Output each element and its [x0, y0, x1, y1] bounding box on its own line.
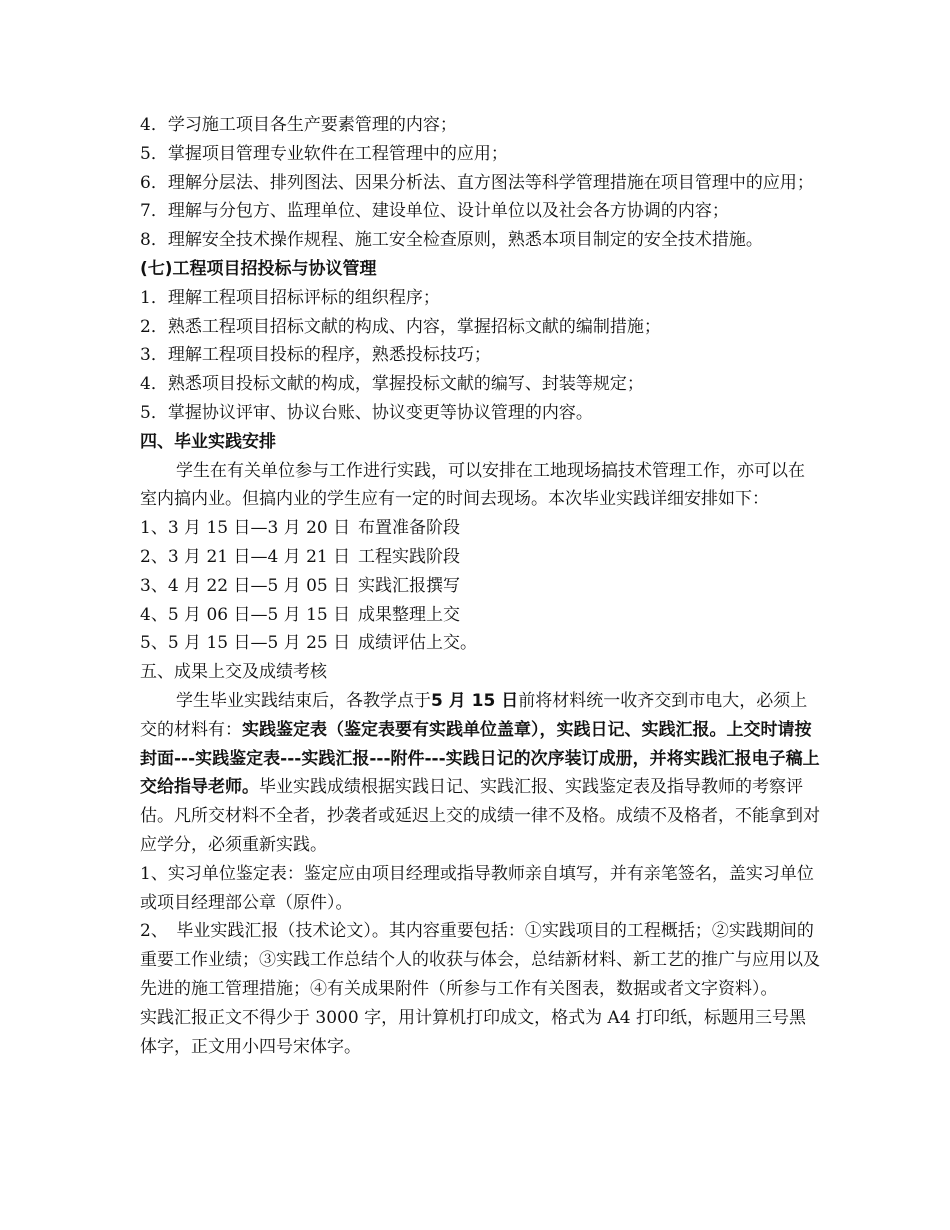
paragraph: 2、 毕业实践汇报（技术论文）。其内容重要包括：①实践项目的工程概括；②实践期间的重要工作业绩；③实践工作总结个人的收获与体会，总结新材料、新工艺的推广与应用以及先进的施工管理措施；④有关成果附件（所参与工作有关图表，数据或者文字资料）。 — [140, 921, 820, 999]
text-run: 学生毕业实践结束后，各教学点于 — [176, 690, 431, 711]
document-body — [140, 111, 820, 1061]
required-materials: 实践鉴定表（鉴定表要有实践单位盖章），实践日记、实践汇报。上交时请按封面---实践鉴定表---实践汇报---附件---实践日记的次序装订成册，并将实践汇报电子稿上交给指导老师。 — [140, 719, 820, 798]
list-item: 5．掌握协议评审、协议台账、协议变更等协议管理的内容。 — [140, 402, 593, 423]
list-item: 4．学习施工项目各生产要素管理的内容； — [140, 115, 457, 135]
schedule-item — [140, 514, 820, 543]
list-item: 6．理解分层法、排列图法、因果分析法、直方图法等科学管理措施在项目管理中的应用； — [140, 172, 814, 193]
schedule-item — [140, 601, 820, 630]
schedule-task: 成绩评估上交。 — [358, 633, 477, 654]
paragraph: 1、实习单位鉴定表：鉴定应由项目经理或指导教师亲自填写，并有亲笔签名，盖实习单位或项目经理部公章（原件）。 — [140, 863, 814, 913]
section-heading-7: (七)工程项目招投标与协议管理 — [140, 258, 377, 279]
schedule-item — [140, 572, 820, 601]
deadline-date: 5 月 15 日 — [431, 690, 519, 711]
paragraph — [140, 687, 820, 860]
list-item: 3．理解工程项目投标的程序，熟悉投标技巧； — [140, 345, 491, 366]
schedule-date: 2、3 月 21 日—4 月 21 日 — [140, 546, 351, 567]
list-item: 4．熟悉项目投标文献的构成，掌握投标文献的编写、封装等规定； — [140, 374, 644, 395]
schedule-date: 3、4 月 22 日—5 月 05 日 — [140, 575, 351, 596]
schedule-date: 4、5 月 06 日—5 月 15 日 — [140, 604, 351, 625]
schedule-item — [140, 543, 820, 572]
schedule-date: 1、3 月 15 日—3 月 20 日 — [140, 518, 351, 539]
schedule-task: 实践汇报撰写 — [358, 575, 460, 596]
list-item: 7．理解与分包方、监理单位、建设单位、设计单位以及社会各方协调的内容； — [140, 201, 729, 222]
list-item: 5．掌握项目管理专业软件在工程管理中的应用； — [140, 143, 508, 164]
section-heading-4: 四、毕业实践安排 — [140, 431, 276, 452]
schedule-task: 布置准备阶段 — [358, 518, 460, 539]
schedule-list — [140, 514, 820, 658]
schedule-task: 工程实践阶段 — [358, 546, 460, 567]
list-item: 2．熟悉工程项目招标文献的构成、内容，掌握招标文献的编制措施； — [140, 316, 661, 337]
section-heading-5: 五、成果上交及成绩考核 — [140, 662, 327, 683]
paragraph: 实践汇报正文不得少于 3000 字，用计算机打印成文，格式为 A4 打印纸，标题用三号黑体字，正文用小四号宋体字。 — [140, 1007, 806, 1057]
text-run: 前将材料统一收齐交到市电大，必须上交的材料有： — [140, 690, 808, 740]
list-item: 8．理解安全技术操作规程、施工安全检查原则，熟悉本项目制定的安全技术措施。 — [140, 230, 763, 251]
paragraph: 学生在有关单位参与工作进行实践，可以安排在工地现场搞技术管理工作，亦可以在室内搞内业。但搞内业的学生应有一定的时间去现场。本次毕业实践详细安排如下： — [140, 460, 805, 510]
schedule-date: 5、5 月 15 日—5 月 25 日 — [140, 633, 351, 654]
schedule-task: 成果整理上交 — [358, 604, 460, 625]
list-item: 1．理解工程项目招标评标的组织程序； — [140, 287, 440, 308]
schedule-item — [140, 629, 820, 658]
text-run: 毕业实践成绩根据实践日记、实践汇报、实践鉴定表及指导教师的考察评估。凡所交材料不全者，抄袭者或延迟上交的成绩一律不及格。成绩不及格者，不能拿到对应学分，必须重新实践。 — [140, 777, 820, 855]
